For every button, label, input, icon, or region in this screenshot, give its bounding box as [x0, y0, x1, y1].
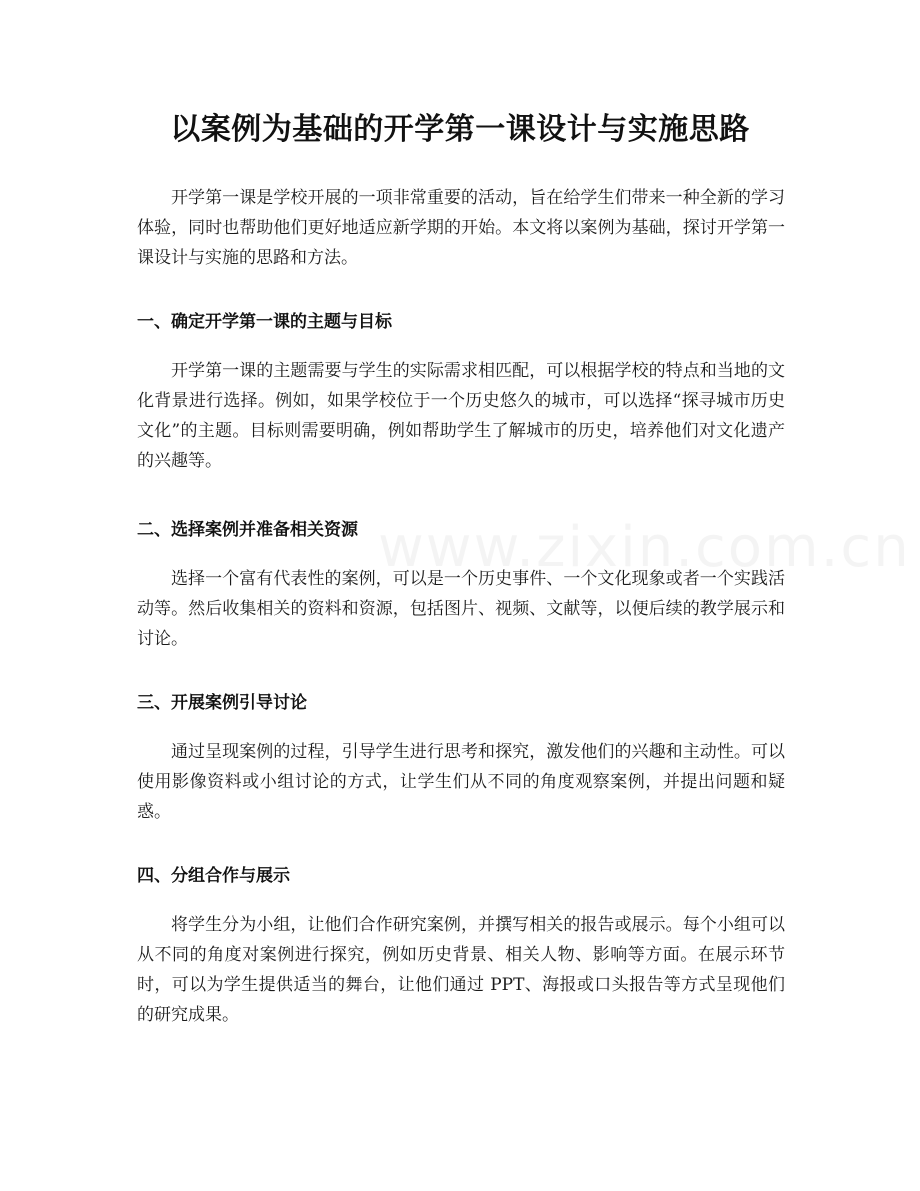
document-title: 以案例为基础的开学第一课设计与实施思路 [170, 112, 750, 147]
section-body-2: 选择一个富有代表性的案例，可以是一个历史事件、一个文化现象或者一个实践活动等。然后收集相关的资料和资源，包括图片、视频、文献等，以便后续的教学展示和讨论。 [137, 569, 785, 649]
section-body-4: 将学生分为小组，让他们合作研究案例，并撰写相关的报告或展示。每个小组可以从不同的角度对案例进行探究，例如历史背景、相关人物、影响等方面。在展示环节时，可以为学生提供适当的舞台，让他们通过 PPT、海报或口头报告等方式呈现他们的研究成果。 [137, 915, 785, 1025]
section-body-3: 通过呈现案例的过程，引导学生进行思考和探究，激发他们的兴趣和主动性。可以使用影像资料或小组讨论的方式，让学生们从不同的角度观察案例，并提出问题和疑惑。 [137, 742, 785, 822]
section-heading-4: 四、分组合作与展示 [137, 866, 290, 886]
section-heading-3: 三、开展案例引导讨论 [137, 693, 307, 713]
intro-paragraph: 开学第一课是学校开展的一项非常重要的活动，旨在给学生们带来一种全新的学习体验，同时也帮助他们更好地适应新学期的开始。本文将以案例为基础，探讨开学第一课设计与实施的思路和方法。 [137, 188, 785, 268]
section-heading-2: 二、选择案例并准备相关资源 [137, 520, 358, 540]
section-heading-1: 一、确定开学第一课的主题与目标 [137, 312, 392, 332]
section-body-1: 开学第一课的主题需要与学生的实际需求相匹配，可以根据学校的特点和当地的文化背景进行选择。例如，如果学校位于一个历史悠久的城市，可以选择“探寻城市历史文化”的主题。目标则需要明确，例如帮助学生了解城市的历史，培养他们对文化遗产的兴趣等。 [137, 361, 785, 471]
